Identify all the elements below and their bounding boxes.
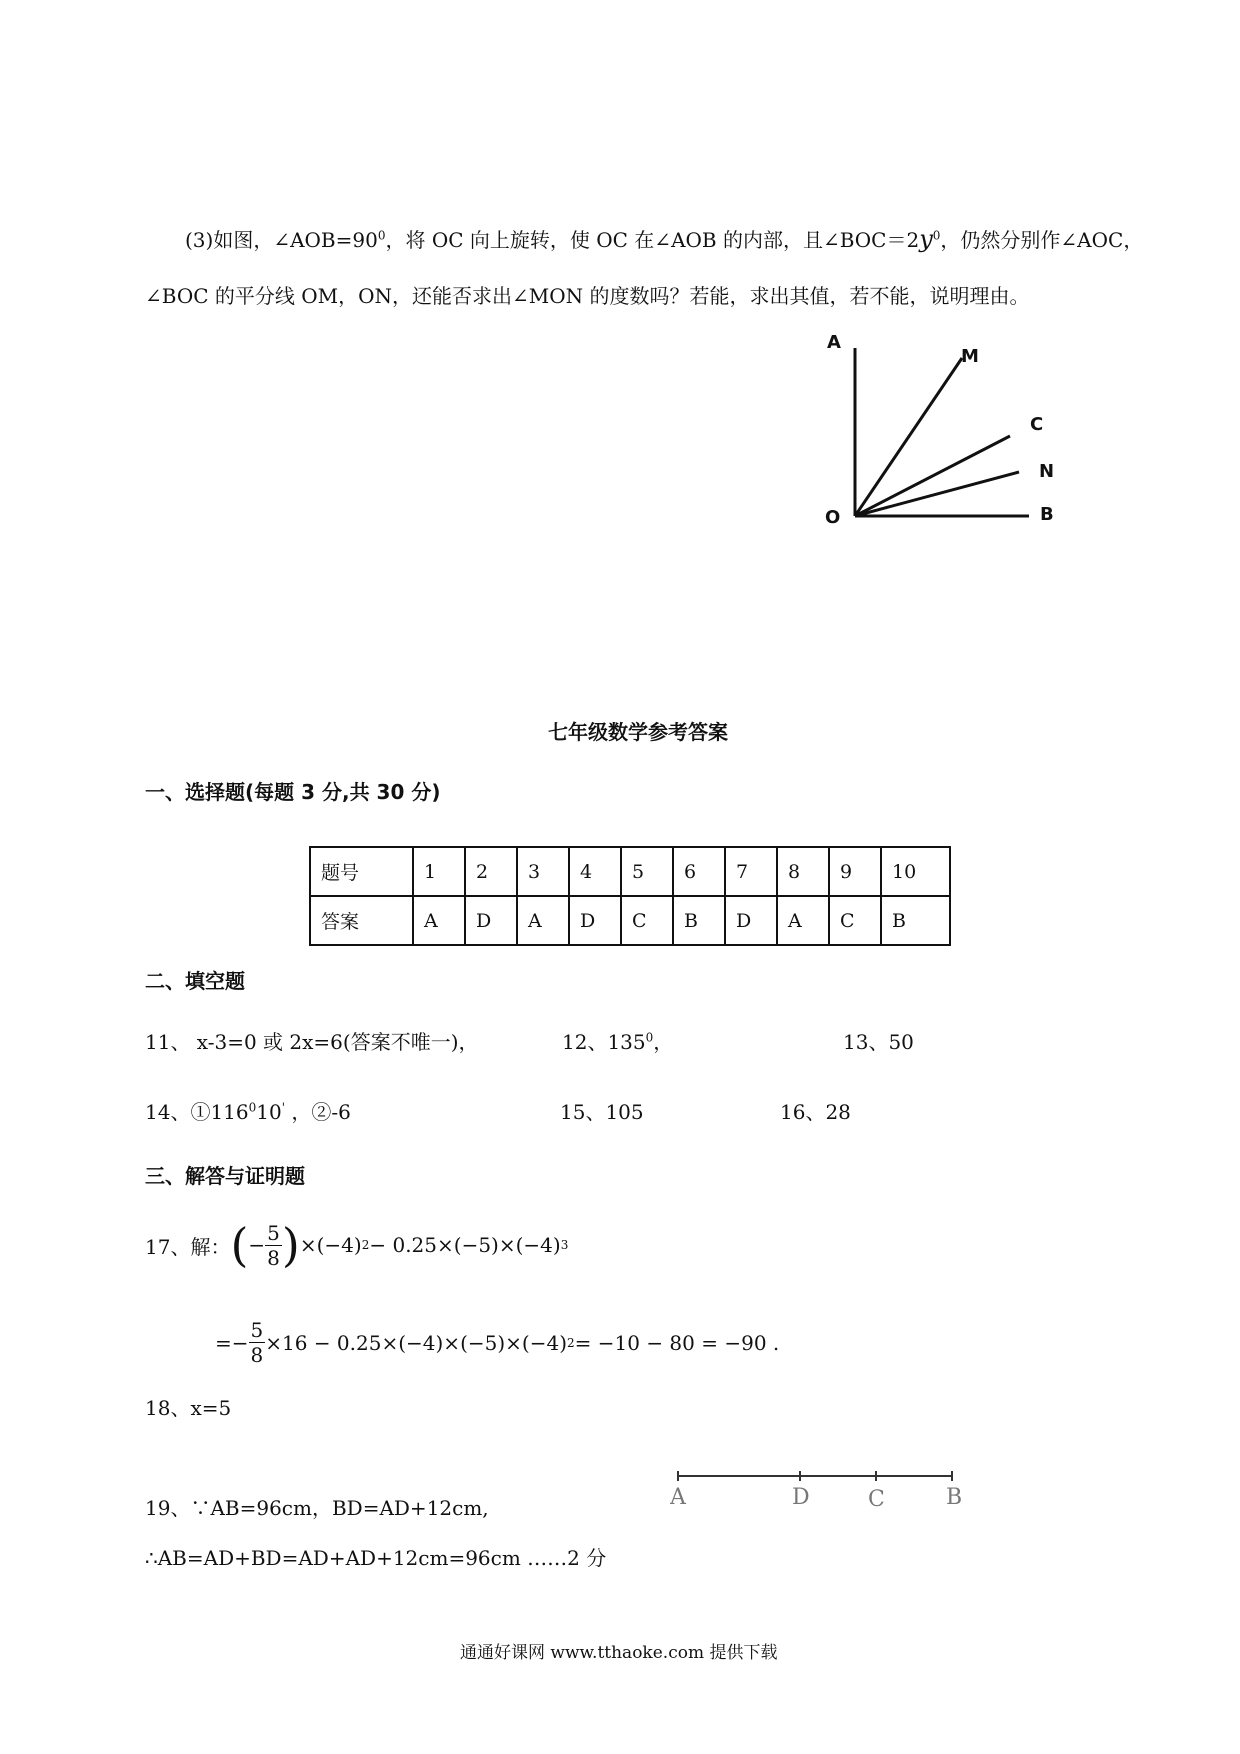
answer-19-line2: ∴AB=AD+BD=AD+AD+12cm=96cm ……2 分 [145, 1546, 607, 1570]
section2-heading: 二、填空题 [145, 969, 245, 993]
page-footer: 通通好课网 www.tthaoke.com 提供下载 [460, 1643, 778, 1663]
label-C: C [1030, 414, 1044, 435]
angle-figure [815, 330, 1075, 530]
degree-mark: 0 [377, 228, 386, 243]
choice-answer-table [309, 846, 951, 946]
table-cell: 5 [621, 847, 673, 896]
table-cell: A [777, 896, 829, 945]
answer-14: 14、$①116^010'$ ，②-6 [145, 1100, 351, 1124]
problem3-text-a: (3)如图，∠AOB=90 [185, 228, 378, 252]
label-C: C [868, 1487, 885, 1512]
label-A: A [670, 1485, 686, 1510]
table-cell: D [569, 896, 621, 945]
degree-mark: 0 [932, 228, 941, 243]
problem3-text-c: ，仍然分别作∠AOC， [940, 228, 1144, 252]
fraction: $\frac{5}{8}$ [267, 1220, 280, 1270]
answer-12: 12、$135^0$， [562, 1030, 674, 1054]
answers-title: 七年级数学参考答案 [548, 720, 728, 744]
table-cell: 3 [517, 847, 569, 896]
table-cell: 2 [465, 847, 517, 896]
section3-heading: 三、解答与证明题 [145, 1164, 305, 1188]
table-cell: C [829, 896, 881, 945]
table-cell: 8 [777, 847, 829, 896]
fraction: $\frac{5}{8}$ [250, 1318, 264, 1367]
table-cell: A [517, 896, 569, 945]
variable-y: y [919, 225, 933, 253]
table-cell: 10 [881, 847, 950, 896]
answer-11: 11、 x-3=0 或 2x=6(答案不唯一)， [145, 1030, 479, 1054]
section1-heading: 一、选择题(每题 3 分,共 30 分) [145, 780, 441, 804]
table-cell: 6 [673, 847, 725, 896]
table-cell: 4 [569, 847, 621, 896]
table-cell: 9 [829, 847, 881, 896]
ray-OC [855, 436, 1010, 516]
table-cell: A [413, 896, 465, 945]
answer-18: 18、x=5 [145, 1396, 232, 1420]
answer-19-line1: 19、∵AB=96cm，BD=AD+12cm, [145, 1496, 489, 1520]
table-row-numbers [310, 847, 950, 896]
label-B: B [1040, 504, 1054, 525]
table-cell: D [725, 896, 777, 945]
label-O: O [825, 507, 841, 528]
problem3-line2: ∠BOC 的平分线 OM，ON，还能否求出∠MON 的度数吗？若能，求出其值，若不能，说明理由。 [145, 284, 1030, 308]
table-cell: B [673, 896, 725, 945]
table-cell: D [465, 896, 517, 945]
degree-mark: 0 [645, 1030, 654, 1045]
label-B: B [946, 1485, 963, 1510]
table-cell: B [881, 896, 950, 945]
label-A: A [827, 332, 841, 353]
problem3-text-b: ，将 OC 向上旋转，使 OC 在∠AOB 的内部，且∠BOC＝2 [385, 228, 920, 252]
label-N: N [1039, 461, 1055, 482]
problem3-line1 [185, 224, 1143, 253]
table-row-answers [310, 896, 950, 945]
table-header-number: 题号 [310, 847, 413, 896]
table-cell: 1 [413, 847, 465, 896]
label-D: D [792, 1485, 810, 1510]
segment-figure [670, 1468, 970, 1512]
minute-mark: ' [281, 1100, 286, 1115]
answer-13: 13、50 [843, 1030, 914, 1054]
label-M: M [961, 346, 979, 367]
table-cell: 7 [725, 847, 777, 896]
answer-15: 15、105 [560, 1100, 644, 1124]
table-cell: C [621, 896, 673, 945]
answer-17-line1: 17、解： ( − $\frac{5}{8}$ ) ×(−4) 2 − 0.25×(−5)×(−4) 3 [145, 1218, 569, 1272]
left-paren: ( [230, 1218, 249, 1272]
table-header-answer: 答案 [310, 896, 413, 945]
degree-mark: 0 [248, 1100, 257, 1115]
answer-16: 16、28 [780, 1100, 851, 1124]
right-paren: ) [281, 1218, 300, 1272]
answer-17-line2: =− $\frac{5}{8}$ ×16 − 0.25×(−4)×(−5)×(−4) 2 = −10 − 80 = −90 . [215, 1318, 780, 1367]
